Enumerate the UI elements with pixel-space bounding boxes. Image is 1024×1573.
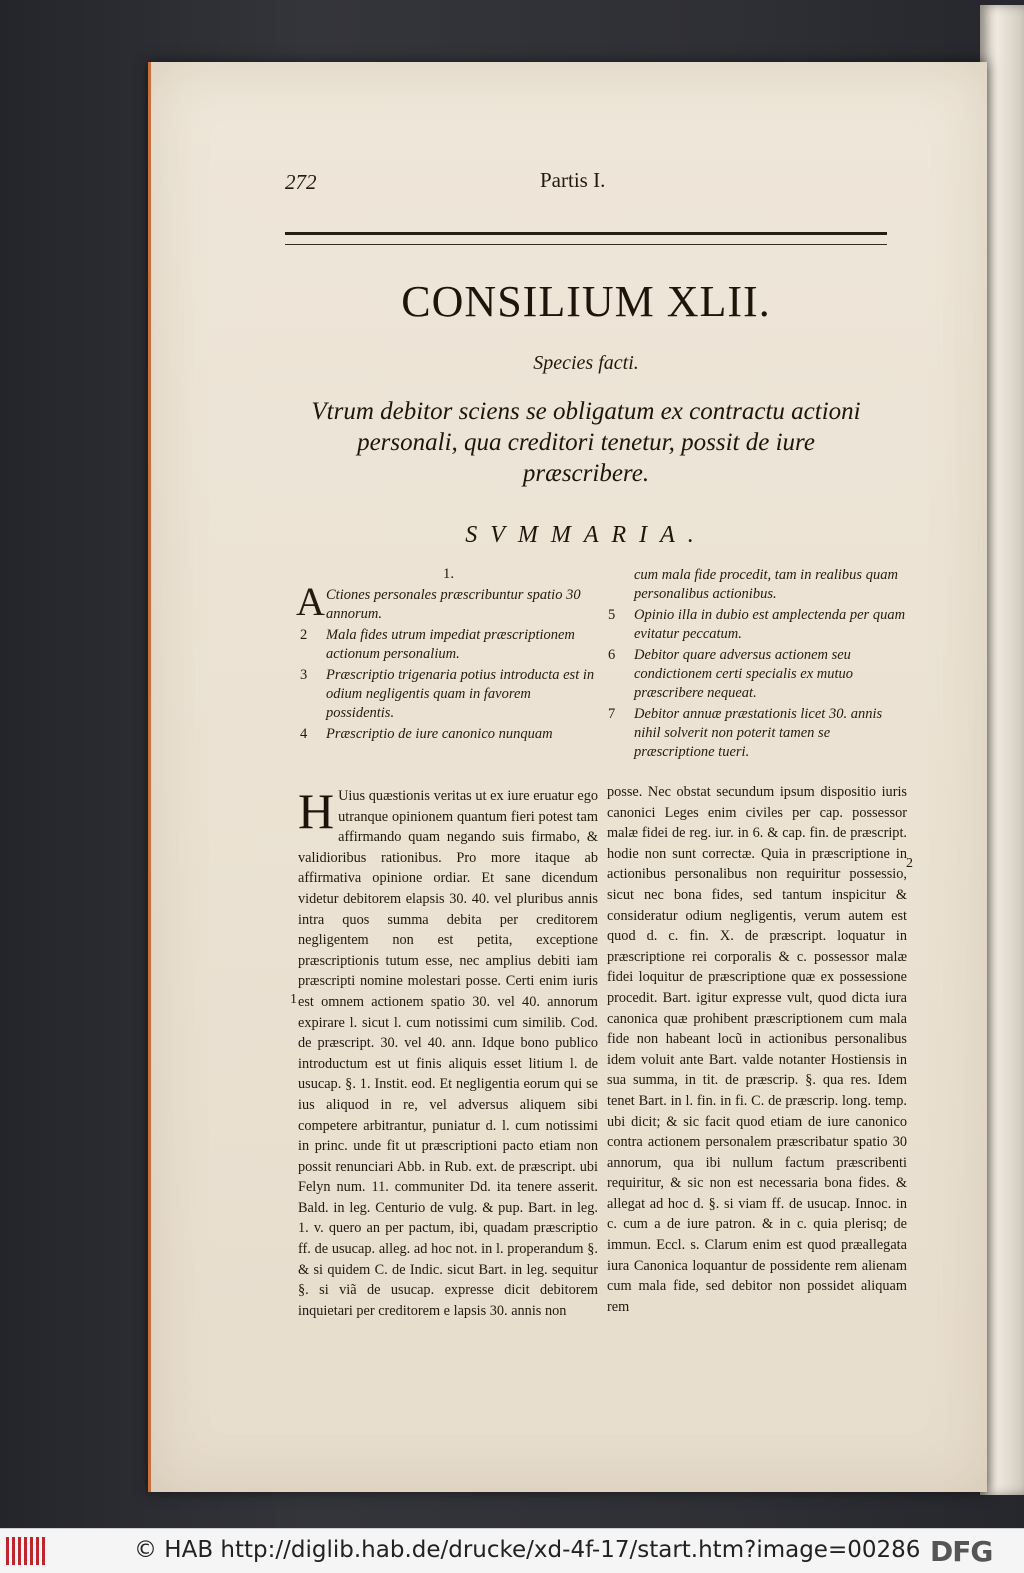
summary-column-left	[296, 566, 601, 746]
summary-item	[604, 606, 909, 644]
summary-number-label: 1.	[442, 566, 455, 582]
body-paragraph: posse. Nec obstat secundum ipsum dispositio iuris canonici Leges enim civiles per cap. possessor malæ fidei de reg. iur. in 6. & cap. fin. de præscript. hodie non sunt correctæ. Quia in præscriptione in actionibus personalibus non requiritur possessio, sicut nec bona fides, sed tantum inspicitur & consideratur odium negligentis, verum autem est quod d. c. fin. X. de præscript. loquatur in præscriptione rei corporalis & c. possessor malæ fidei loquitur de præscriptione quæ ex possessione procedit. Bart. igitur expresse vult, quod dicta iura canonica quæ prohibent præscriptionem cum mala fide non habeant locũ in actionibus personalibus idem voluit ante Bart. valde notanter Hostiensis in sua summa, in tit. de præscrip. §. qua res. Idem tenet Bart. in l. fin. in fi. C. de præscrip. long. temp. ubi dicit; & sic facit quod etiam de iure canonico contra actionem personalem præscribatur spatio 30 annorum, qua ibi nullum factum præscribenti requiritur, & sic non est necessaria bona fides. & allegat ad hoc d. §. si viam ff. de usucap. Innoc. in c. cum a de iure patron. & in c. quia plerisq; de immun. Eccl. s. Clarum enim est quod præallegata iura Canonica loquantur de possidente rem alienam cum mala fide, sed debitor non possidet aliquam rem	[607, 784, 907, 1315]
margin-note-number: 1	[290, 992, 297, 1007]
summary-number: 5	[608, 607, 616, 623]
summaria-heading: SVMMARIA.	[465, 522, 707, 548]
drop-cap: H	[298, 783, 335, 839]
summary-item	[604, 646, 909, 703]
summary-text: Præscriptio de iure canonico nunquam	[326, 726, 553, 742]
summary-text: Ctiones personales præscribuntur spatio 30 annorum.	[326, 587, 581, 622]
summary-text: Opinio illa in dubio est amplectenda per quam evitatur peccatum.	[634, 607, 906, 642]
credit-link[interactable]: © HAB http://diglib.hab.de/drucke/xd-4f-17/start.htm?image=00286	[134, 1537, 921, 1563]
summary-item	[296, 579, 601, 624]
summary-item	[296, 666, 601, 723]
header-rule	[285, 232, 887, 235]
margin-note-number: 2	[906, 856, 913, 871]
question-heading: Vtrum debitor sciens se obligatum ex contractu actioni personali, qua creditori tenetur, possit de iure præscribere.	[311, 398, 861, 487]
summary-item	[296, 725, 601, 744]
summary-number: 6	[608, 647, 616, 663]
drop-cap: A	[296, 579, 325, 624]
library-logo-icon	[6, 1537, 46, 1565]
summary-text: Debitor annuæ præstationis licet 30. annis nihil solverit non poterit tamen se præscriptione tueri.	[634, 706, 883, 760]
subheading-species: Species facti.	[533, 352, 639, 374]
viewer-footer	[0, 1528, 1024, 1573]
body-paragraph: Uius quæstionis veritas ut ex iure eruatur ego utranque opinionem quantum fieri potest tam affirmando quam negando suis firmabo, & validioribus rationibus. Pro more itaque ab affirmativa opinione ordiar. Et sane dicendum videtur debitorem elapsis 30. 40. vel pluribus annis intra quos summa debita per creditorem negligentem non est petita, exceptione præscriptionis tutum esse, nec amplius debiti iam præscripti nomine molestari posse. Certi enim iuris est omnem actionem spatio 30. vel 40. annorum expirare l. sicut l. cum notissimi cum similib. Cod. de præscript. 30. vel 40. ann. Idque bono publico introductum est ut finis aliquis esset litium l. de usucap. §. 1. Instit. eod. Et negligentia eorum qui se ius aliquod in re, vel adversus aliquem sibi competere arbitrantur, puniatur d. l. cum notissimi in princ. unde fit ut præscriptioni pacto etiam non possit renunciari Abb. in Rub. ext. de præscript. ubi Felyn num. 11. communiter Dd. ita tenere asserit. Bald. in leg. Centurio de vulg. & pup. Bart. in leg. 1. v. quero an per pactum, ibi, quadam præscriptio ff. de usucap. alleg. ad hoc not. in l. properandum §. & si quidem C. de Indic. sicut Bart. in leg. sequitur §. si viã de usucap. expresse dicit debitorem inquietari per creditorem e lapsis 30. annis non	[298, 788, 598, 1319]
summary-text: cum mala fide procedit, tam in realibus quam personalibus actionibus.	[634, 567, 898, 602]
summary-text: Debitor quare adversus actionem seu condictionem certi specialis ex mutuo præscribere nequeat.	[634, 647, 854, 701]
page-header	[285, 168, 887, 204]
page-number: 272	[285, 170, 317, 194]
body-text-left	[298, 783, 598, 1321]
chapter-title: CONSILIUM XLII.	[401, 277, 771, 326]
dfg-logo: DFG	[930, 1535, 993, 1568]
summary-item	[296, 626, 601, 664]
summary-column-right	[604, 566, 909, 764]
summary-number: 7	[608, 706, 616, 722]
summary-text: Præscriptio trigenaria potius introducta est in odium negligentis quam in favorem possidentis.	[326, 667, 595, 721]
summary-item	[604, 566, 909, 604]
summary-number: 2	[300, 627, 308, 643]
summary-number: 3	[300, 667, 308, 683]
running-head: Partis I.	[540, 168, 606, 192]
summary-text: Mala fides utrum impediat præscriptionem actionum personalium.	[326, 627, 575, 662]
header-rule-thin	[285, 244, 887, 245]
summary-number: 4	[300, 726, 308, 742]
body-text-right	[607, 782, 907, 1317]
summary-item	[604, 705, 909, 762]
